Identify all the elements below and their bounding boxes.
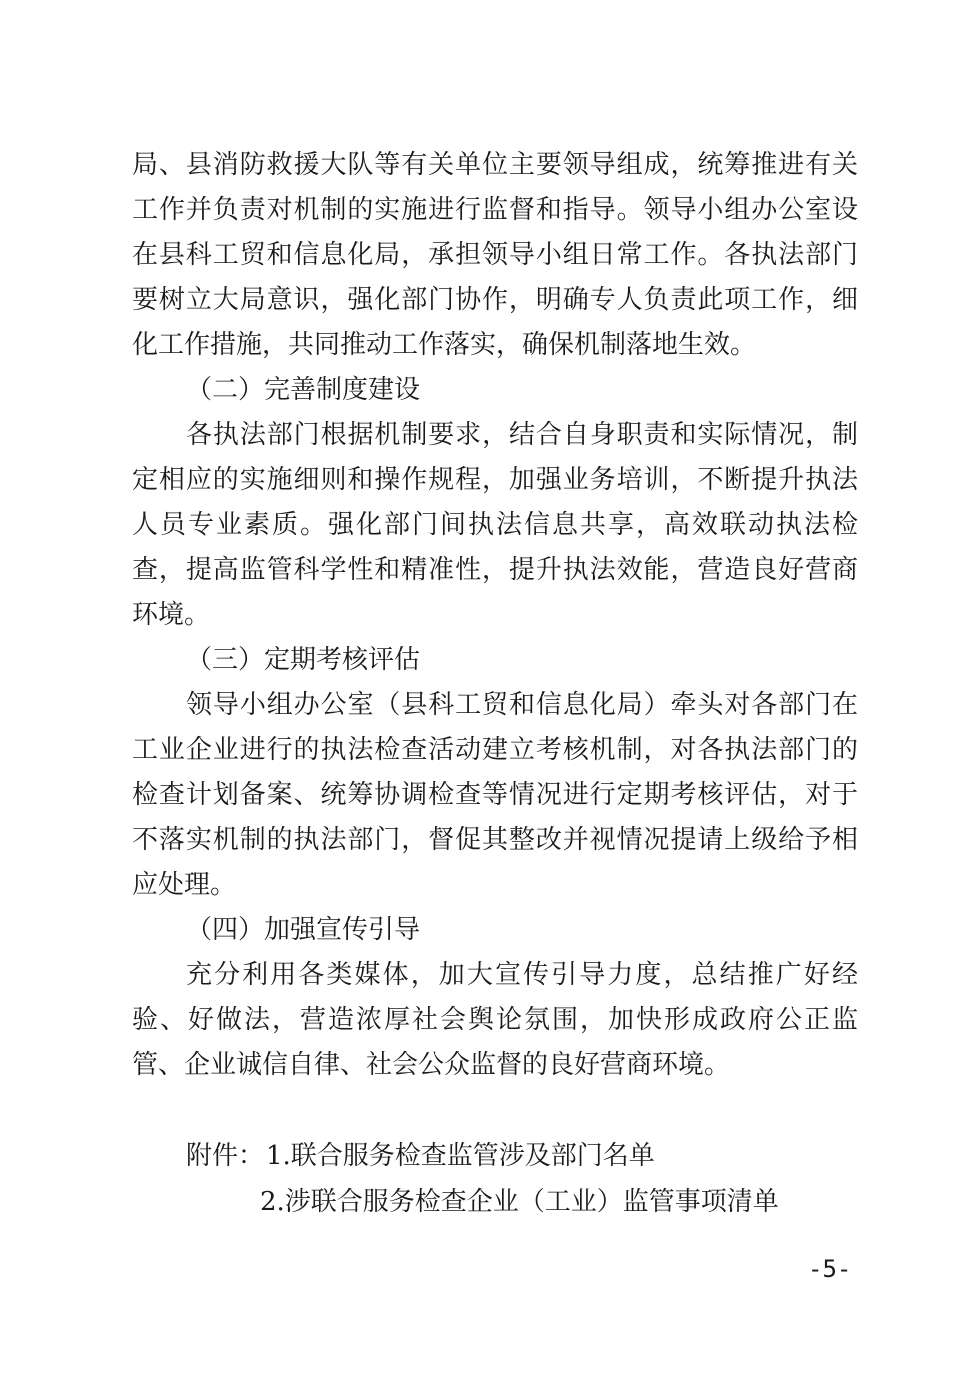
text-line: 环境。 <box>132 600 211 630</box>
attachment-item: 2.涉联合服务检查企业（工业）监管事项清单 <box>260 1187 779 1217</box>
section-heading: （二）完善制度建设 <box>186 375 421 405</box>
document-page <box>132 143 858 1225</box>
text-line: 定相应的实施细则和操作规程，加强业务培训，不断提升执法 <box>132 465 858 495</box>
text-line: 检查计划备案、统筹协调检查等情况进行定期考核评估，对于 <box>132 780 858 810</box>
text-line: 在县科工贸和信息化局，承担领导小组日常工作。各执法部门 <box>132 240 858 270</box>
section-heading: （三）定期考核评估 <box>186 645 421 675</box>
text-line: 验、好做法，营造浓厚社会舆论氛围，加快形成政府公正监 <box>132 1005 858 1035</box>
text-line: 查，提高监管科学性和精准性，提升执法效能，营造良好营商 <box>132 555 858 585</box>
attachments <box>132 1133 858 1225</box>
text-line: 工作并负责对机制的实施进行监督和指导。领导小组办公室设 <box>132 195 858 225</box>
paragraph-continued <box>132 143 858 368</box>
text-line: 要树立大局意识，强化部门协作，明确专人负责此项工作，细 <box>132 285 858 315</box>
text-line: 各执法部门根据机制要求，结合自身职责和实际情况，制 <box>186 420 858 450</box>
attachment-line-1 <box>132 1133 858 1179</box>
text-line: 充分利用各类媒体，加大宣传引导力度，总结推广好经 <box>186 960 858 990</box>
text-line: 领导小组办公室（县科工贸和信息化局）牵头对各部门在 <box>186 690 858 720</box>
text-line: 工业企业进行的执法检查活动建立考核机制，对各执法部门的 <box>132 735 858 765</box>
text-line: 局、县消防救援大队等有关单位主要领导组成，统筹推进有关 <box>132 150 858 180</box>
page-number: -5- <box>808 1255 852 1283</box>
spacer <box>132 1088 858 1133</box>
text-line: 化工作措施，共同推动工作落实，确保机制落地生效。 <box>132 330 757 360</box>
attachment-label: 附件： <box>186 1141 265 1171</box>
section-3 <box>132 638 858 908</box>
section-2 <box>132 368 858 638</box>
section-4 <box>132 908 858 1088</box>
section-heading: （四）加强宣传引导 <box>186 915 421 945</box>
attachment-line-2 <box>132 1179 858 1225</box>
text-line: 应处理。 <box>132 870 237 900</box>
text-line: 人员专业素质。强化部门间执法信息共享，高效联动执法检 <box>132 510 858 540</box>
text-line: 不落实机制的执法部门，督促其整改并视情况提请上级给予相 <box>132 825 858 855</box>
text-line: 管、企业诚信自律、社会公众监督的良好营商环境。 <box>132 1050 731 1080</box>
attachment-item: 1.联合服务检查监管涉及部门名单 <box>266 1141 655 1171</box>
